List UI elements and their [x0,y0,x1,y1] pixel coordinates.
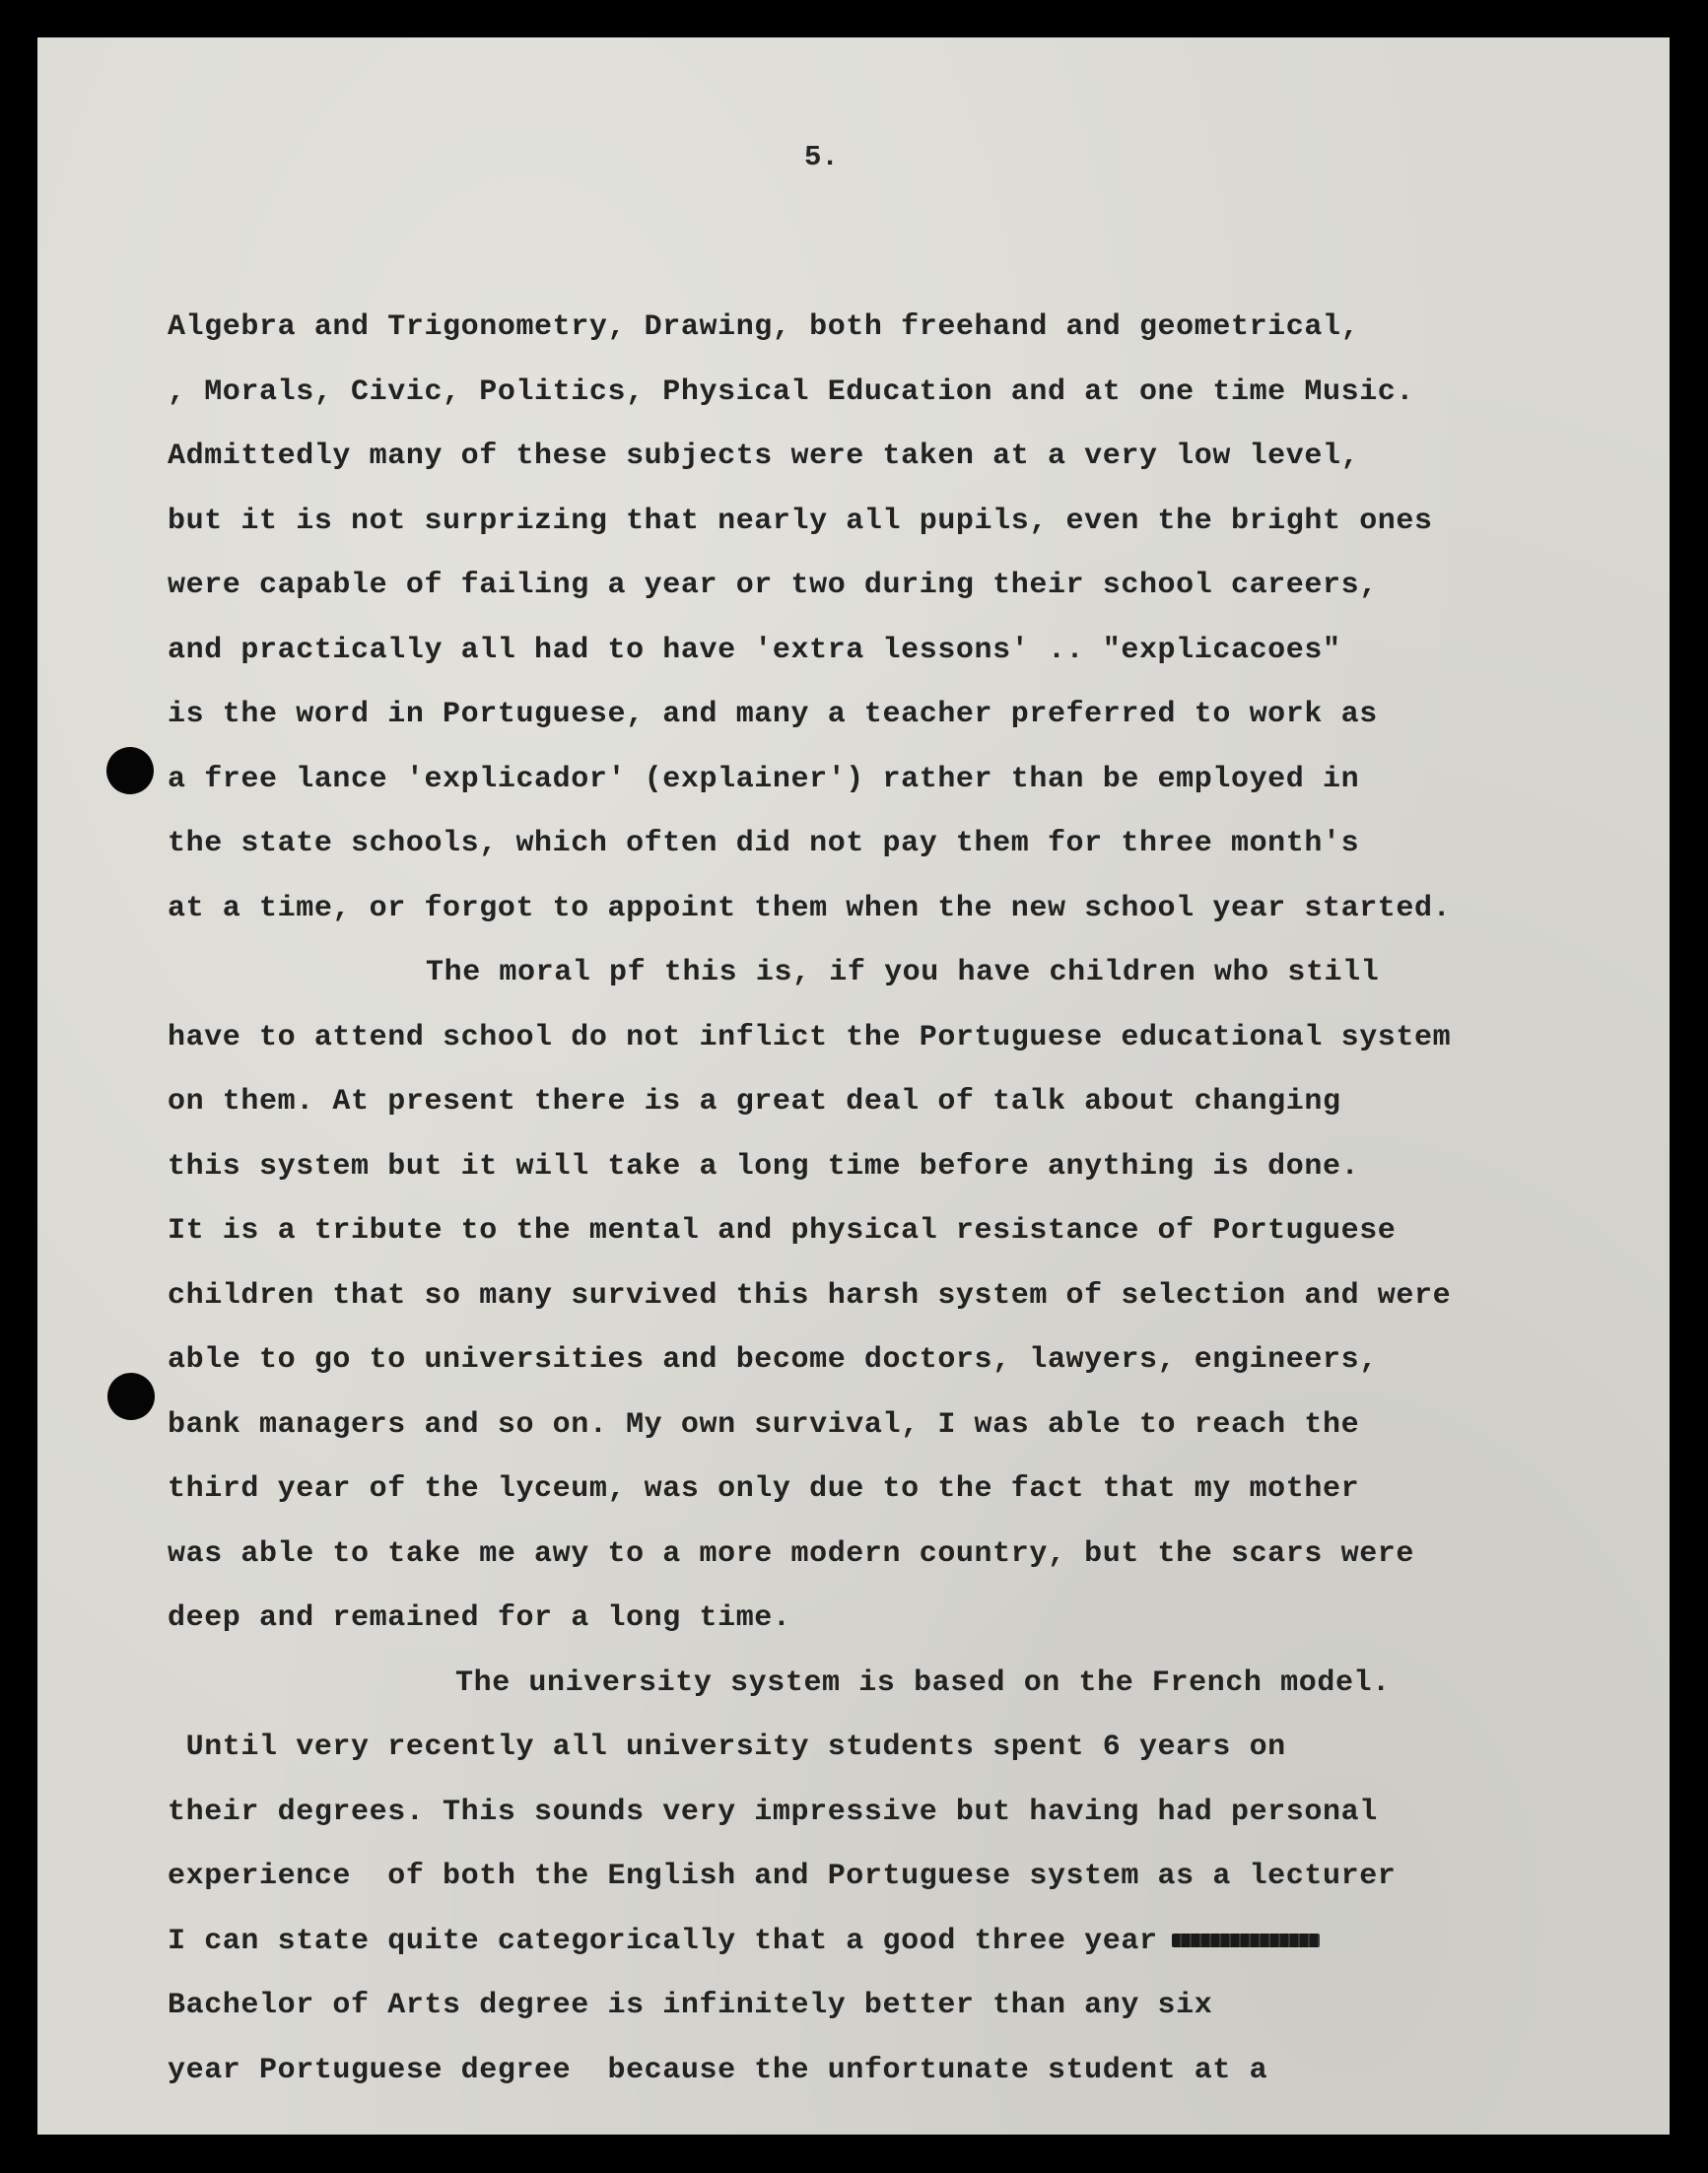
text-line: bank managers and so on. My own survival, I was able to reach the [168,1407,1360,1442]
text-line: but it is not surprizing that nearly all pupils, even the bright ones [168,504,1433,538]
text-line: this system but it will take a long time before anything is done. [168,1149,1360,1184]
text-line: third year of the lyceum, was only due to the fact that my mother [168,1472,1360,1506]
text-line: were capable of failing a year or two during their school careers, [168,569,1378,602]
text-line: experience of both the English and Portuguese system as a lecturer [168,1860,1397,1893]
text-line: at a time, or forgot to appoint them when the new school year started. [168,891,1452,925]
punch-hole-top [106,747,154,794]
text-line: have to attend school do not inflict the Portuguese educational system [168,1020,1452,1054]
text-line: a free lance 'explicador' (explainer') rather than be employed in [168,762,1360,796]
text-line: was able to take me awy to a more modern country, but the scars were [168,1536,1414,1571]
paragraph-start-line: The moral pf this is, if you have children who still [426,956,1380,989]
typewritten-page [37,37,1670,2135]
text-line: able to go to universities and become doctors, lawyers, engineers, [168,1343,1378,1377]
text-line: Until very recently all university students spent 6 years on [168,1731,1286,1764]
text-line: It is a tribute to the mental and physical resistance of Portuguese [168,1214,1397,1248]
text-line: is the word in Portuguese, and many a teacher preferred to work as [168,698,1378,731]
text-line: Admittedly many of these subjects were taken at a very low level, [168,440,1360,473]
text-line: Bachelor of Arts degree is infinitely better than any six [168,1989,1213,2022]
text-line-with-strikeout [168,1910,1597,1975]
typed-strikeout-mark [1172,1934,1320,1947]
text-line: year Portuguese degree because the unfortunate student at a [168,2053,1268,2087]
punch-hole-bottom [107,1373,155,1420]
text-line: , Morals, Civic, Politics, Physical Education and at one time Music. [168,374,1414,409]
text-segment: I can state quite categorically that a good three year [168,1924,1158,1958]
text-line: deep and remained for a long time. [168,1601,791,1635]
body-text [168,296,1597,2103]
text-line: the state schools, which often did not pay them for three month's [168,827,1360,860]
text-line: their degrees. This sounds very impressive but having had personal [168,1795,1378,1829]
text-line: and practically all had to have 'extra lessons' .. "explicacoes" [168,633,1341,667]
page-number: 5. [804,141,839,173]
text-line: on them. At present there is a great deal of talk about changing [168,1085,1341,1119]
paragraph-start-line: The university system is based on the French model. [455,1665,1391,1700]
text-line: Algebra and Trigonometry, Drawing, both freehand and geometrical, [168,310,1360,344]
text-line: children that so many survived this harsh system of selection and were [168,1278,1452,1313]
